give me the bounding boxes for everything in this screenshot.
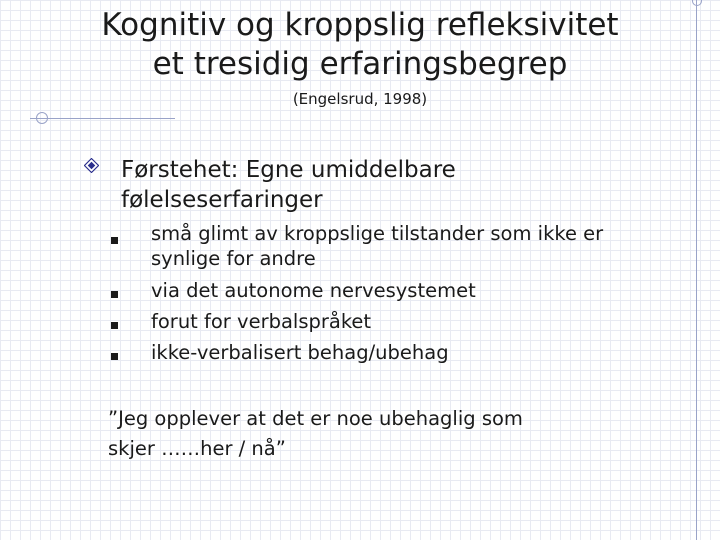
quote — [108, 404, 668, 464]
sub-point-3: forut for verbalspråket — [151, 310, 372, 333]
main-point-line-2: følelseserfaringer — [121, 187, 323, 213]
quote-line-2: skjer ……her / nå” — [108, 437, 286, 460]
square-bullet-icon — [111, 322, 118, 329]
square-bullet-icon — [111, 237, 118, 244]
sub-point-2: via det autonome nervesystemet — [151, 279, 476, 302]
slide-title — [60, 6, 660, 84]
slide-subtitle: (Engelsrud, 1998) — [292, 90, 428, 108]
decorative-horizontal-line — [30, 118, 175, 119]
decorative-vertical-line — [696, 0, 697, 540]
title-line-1: Kognitiv og kroppslig refleksivitet — [101, 7, 619, 43]
title-line-2: et tresidig erfaringsbegrep — [152, 46, 568, 82]
quote-line-1: ”Jeg opplever at det er noe ubehaglig som — [108, 407, 523, 430]
sub-point-1-line-1: små glimt av kroppslige tilstander som ikke er — [151, 222, 604, 245]
sub-point-4: ikke-verbalisert behag/ubehag — [151, 341, 449, 364]
square-bullet-icon — [111, 353, 118, 360]
main-point-line-1: Førstehet: Egne umiddelbare — [121, 157, 456, 183]
diamond-bullet-icon — [84, 158, 99, 173]
square-bullet-icon — [111, 291, 118, 298]
main-point — [121, 155, 661, 215]
sub-point-1-line-2: synlige for andre — [151, 247, 316, 270]
decorative-circle — [36, 112, 48, 124]
decorative-circle-top-right — [692, 0, 702, 6]
